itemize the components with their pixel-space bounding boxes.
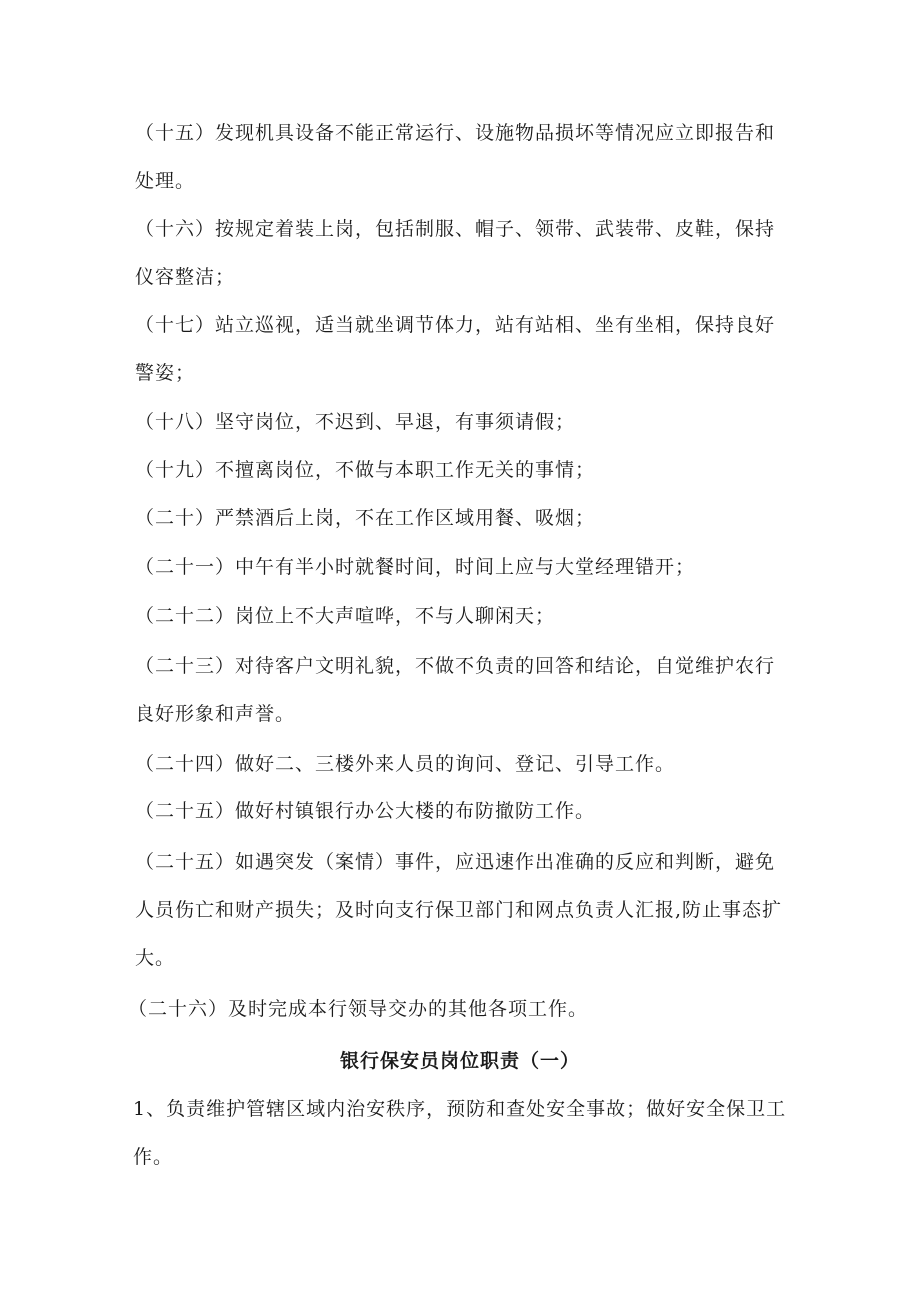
duty-item-24: （二十四）做好二、三楼外来人员的询问、登记、引导工作。 bbox=[135, 753, 676, 775]
duty-item-15: （十五）发现机具设备不能正常运行、设施物品损坏等情况应立即报告和处理。 bbox=[135, 122, 776, 192]
duty-item-16: （十六）按规定着装上岗，包括制服、帽子、领带、武装带、皮鞋，保持仪容整洁； bbox=[135, 218, 776, 288]
duty-item-21: （二十一）中午有半小时就餐时间，时间上应与大堂经理错开； bbox=[135, 556, 696, 578]
duty-item-23: （二十三）对待客户文明礼貌，不做不负责的回答和结论，自觉维护农行良好形象和声誉。 bbox=[135, 655, 776, 725]
duty-item-22: （二十二）岗位上不大声喧哗，不与人聊闲天； bbox=[135, 605, 556, 627]
duty-item-17: （十七）站立巡视，适当就坐调节体力，站有站相、坐有坐相，保持良好警姿； bbox=[135, 314, 776, 384]
duty-item-20: （二十）严禁酒后上岗，不在工作区域用餐、吸烟； bbox=[135, 507, 596, 529]
duty-item-18: （十八）坚守岗位，不迟到、早退，有事须请假； bbox=[135, 411, 576, 433]
duty-item-26: （二十六）及时完成本行领导交办的其他各项工作。 bbox=[128, 998, 589, 1020]
duty-item-25b: （二十五）如遇突发（案情）事件，应迅速作出准确的反应和判断，避免人员伤亡和财产损失；及时向支行保卫部门和网点负责人汇报,防止事态扩大。 bbox=[135, 851, 783, 969]
duty-item-25a: （二十五）做好村镇银行办公大楼的布防撤防工作。 bbox=[135, 800, 596, 822]
section-item-1: 1、负责维护管辖区域内治安秩序，预防和查处安全事故；做好安全保卫工作。 bbox=[133, 1098, 787, 1168]
section-title: 银行保安员岗位职责（一） bbox=[339, 1050, 580, 1072]
duty-item-19: （十九）不擅离岗位，不做与本职工作无关的事情； bbox=[135, 459, 596, 481]
